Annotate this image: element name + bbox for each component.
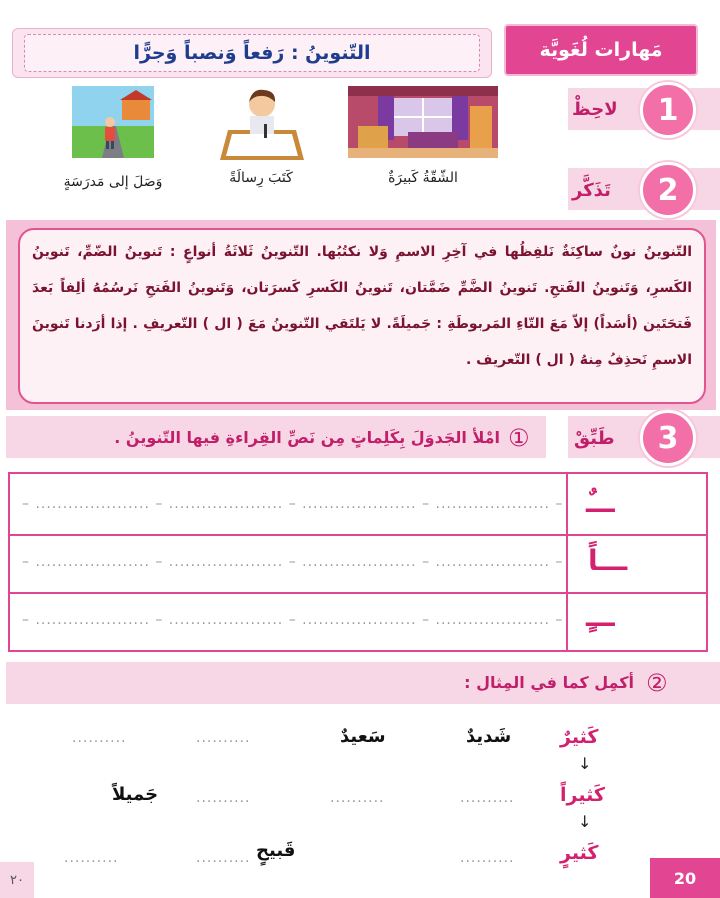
table-line [8,650,708,652]
school-boy-image [72,86,154,158]
table-line [8,534,708,536]
caption-apartment: الشّقّةُ كَبيرَةٌ [388,170,458,186]
exercise2-instruction: أكمِل كما في المِثال : [464,673,634,692]
word-shadeed: شَديدٌ [466,726,512,747]
apartment-room-image [348,86,498,158]
page-number: 20 [650,858,720,898]
section1-label: لاحِظْ [572,99,618,120]
table-line [8,472,10,652]
rule-text: التّنوينُ نونٌ ساكِنَةٌ نَلفِظُها في آخِرِ الاسمِ وَلا نكتُبُها. التّنوينُ ثَلاثَةُ أنواعٍ : تَنوينُ الضّمِّ، تَنوينُ الكَسرِ، وَتَنوينُ الفَتحِ. تَنوينُ الضَّمِّ ضَمَّتان، تَنوينُ الكَسرِ كَسرَتان، وَتَنوينُ الفَتحِ نَرسُمُهُ ألِفاً بَعدَ فَتحَتَين (أسَداً) إلاّ مَعَ التّاءِ المَربوطَةِ : جَميلَةً. لا يَلتَقي التّنوينُ مَعَ ( ال ) التّعريفِ . إذا أرَدنا تَنوينَ الاسمِ نَحذِفُ مِنهُ ( ال ) التّعريف . [32,244,692,368]
tanween-kasr-mark: ـــٍ [586,600,615,633]
exercise2-number: ② [646,669,668,697]
caption-school-boy: وَصَلَ إلى مَدرَسَةٍ [63,174,163,190]
example-word-fath: كَثيراً [560,784,605,806]
blank-line[interactable]: .......... [196,790,251,806]
section2-label: تَذَكَّر [572,180,611,201]
blank-line[interactable]: .......... [330,790,385,806]
tanween-damm-mark: ـــٌ [586,486,615,519]
example-word-kasr: كَثيرٍ [560,842,599,864]
table-line [8,472,708,474]
table-line [566,472,568,652]
blank-line[interactable]: .......... [460,790,515,806]
table-line [706,472,708,652]
arrow-down-icon: ↓ [578,754,592,773]
tanween-fath-mark: ـــاً [588,544,628,577]
caption-boy-writing: كَتَبَ رِسالَةً [229,170,293,186]
word-saeed: سَعيدٌ [340,726,386,747]
table-row[interactable]: – ..................... – ..................... – ..................... – ..................... – [22,554,564,570]
page-number-arabic: ٢٠ [0,862,34,898]
section2-number: 2 [640,162,696,218]
blank-line[interactable]: .......... [72,730,127,746]
arrow-down-icon: ↓ [578,812,592,831]
section3-number: 3 [640,410,696,466]
table-line [8,592,708,594]
exercise1-number: ① [508,424,530,452]
table-row[interactable]: – ..................... – ..................... – ..................... – ..................... – [22,496,564,512]
blank-line[interactable]: .......... [196,730,251,746]
word-jameel: جَميلاً [112,784,159,805]
blank-line[interactable]: .......... [196,850,251,866]
language-skills-tab: مَهارات لُغَويَّة [504,24,698,76]
word-qabeeh: قَبيحٍ [256,840,296,861]
blank-line[interactable]: .......... [460,850,515,866]
exercise1-instruction: امْلأ الجَدوَلَ بِكَلِماتٍ مِن نَصِّ القِراءةِ فيها التّنوينُ . [114,428,500,447]
section1-number: 1 [640,82,696,138]
boy-writing-image [212,84,312,162]
table-row[interactable]: – ..................... – ..................... – ..................... – ..................... – [22,612,564,628]
page-title: التّنوينُ : رَفعاً وَنصباً وَجرًّا [24,34,480,72]
section3-label: طَبِّقْ [574,428,615,449]
blank-line[interactable]: .......... [64,850,119,866]
example-word-damm: كَثيرٌ [560,726,599,748]
